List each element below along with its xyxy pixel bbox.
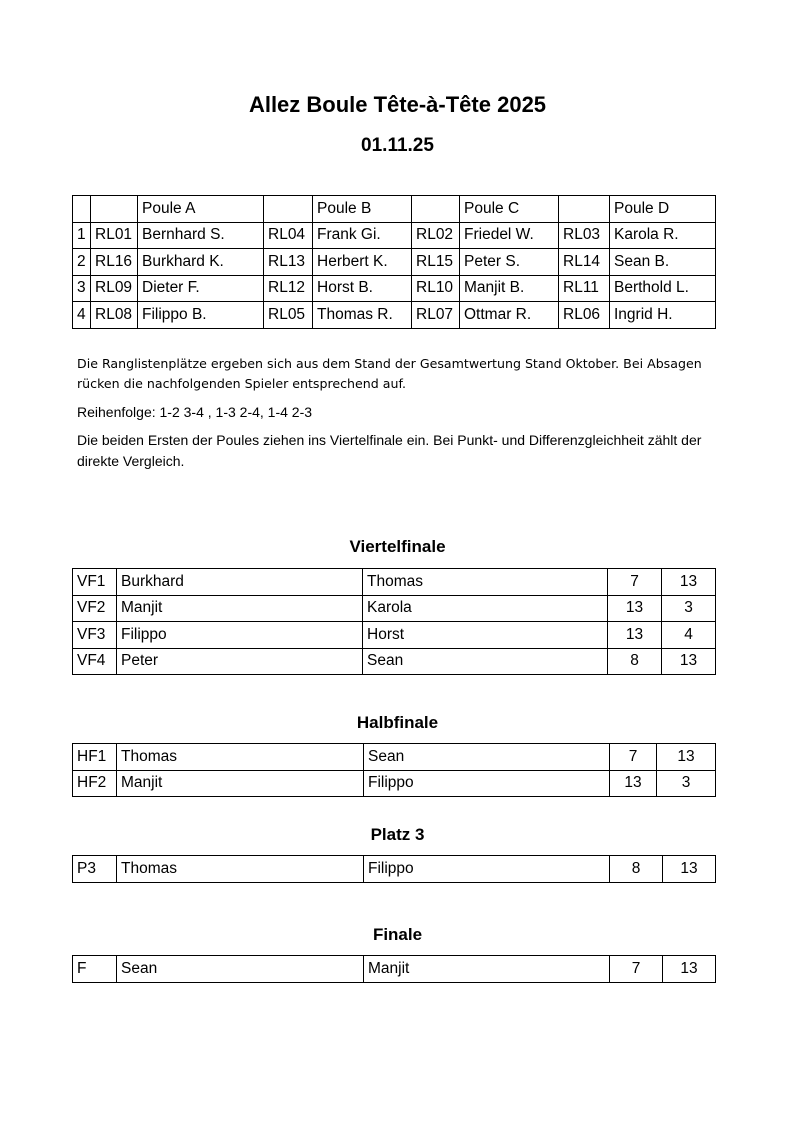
title-text: Allez Boule Tête-à-Tête 2025 [248, 92, 547, 117]
round-table [72, 955, 716, 983]
player-1: Sean [117, 956, 364, 983]
player-name: Thomas R. [313, 302, 412, 329]
empty-cell [91, 196, 138, 223]
player-name: Bernhard S. [138, 222, 264, 249]
position-cell: 2 [73, 249, 91, 276]
score-2: 4 [662, 622, 716, 649]
round-table [72, 855, 716, 883]
match-row [73, 744, 716, 771]
player-2: Filippo [364, 770, 610, 797]
match-row [73, 622, 716, 649]
ranking-code: RL01 [91, 222, 138, 249]
poule-header: Poule A [138, 196, 264, 223]
ranking-code: RL04 [264, 222, 313, 249]
player-2: Manjit [364, 956, 610, 983]
round-heading: Platz 3 [370, 825, 425, 844]
ranking-code: RL13 [264, 249, 313, 276]
player-name: Ottmar R. [460, 302, 559, 329]
player-name: Friedel W. [460, 222, 559, 249]
player-1: Filippo [117, 622, 363, 649]
score-1: 7 [608, 569, 662, 596]
match-id: VF3 [73, 622, 117, 649]
empty-cell [264, 196, 313, 223]
ranking-code: RL05 [264, 302, 313, 329]
player-1: Manjit [117, 595, 363, 622]
note-order: Reihenfolge: 1-2 3-4 , 1-3 2-4, 1-4 2-3 [77, 404, 313, 420]
poule-header: Poule D [610, 196, 716, 223]
document-date: 01.11.25 [361, 135, 434, 156]
player-name: Ingrid H. [610, 302, 716, 329]
match-id: HF1 [73, 744, 117, 771]
poule-table [72, 195, 716, 329]
position-cell: 1 [73, 222, 91, 249]
empty-cell [73, 196, 91, 223]
score-2: 13 [657, 744, 716, 771]
match-id: HF2 [73, 770, 117, 797]
table-row [73, 222, 716, 249]
match-id: P3 [73, 856, 117, 883]
player-name: Horst B. [313, 275, 412, 302]
ranking-code: RL06 [559, 302, 610, 329]
score-2: 13 [662, 569, 716, 596]
match-row [73, 956, 716, 983]
player-name: Burkhard K. [138, 249, 264, 276]
score-2: 3 [662, 595, 716, 622]
player-name: Dieter F. [138, 275, 264, 302]
player-name: Manjit B. [460, 275, 559, 302]
ranking-code: RL09 [91, 275, 138, 302]
match-row [73, 648, 716, 675]
player-2: Filippo [364, 856, 610, 883]
empty-cell [412, 196, 460, 223]
round-heading: Viertelfinale [349, 537, 446, 556]
player-name: Herbert K. [313, 249, 412, 276]
player-name: Sean B. [610, 249, 716, 276]
player-1: Manjit [117, 770, 364, 797]
ranking-code: RL15 [412, 249, 460, 276]
player-name: Frank Gi. [313, 222, 412, 249]
match-row [73, 770, 716, 797]
round-table [72, 568, 716, 675]
match-row [73, 856, 716, 883]
match-id: F [73, 956, 117, 983]
note-qualification: Die beiden Ersten der Poules ziehen ins Viertelfinale ein. Bei Punkt- und Differenzgleichheit zählt der direkte Vergleich. [77, 432, 702, 469]
player-2: Sean [364, 744, 610, 771]
score-1: 13 [608, 622, 662, 649]
ranking-code: RL03 [559, 222, 610, 249]
ranking-code: RL10 [412, 275, 460, 302]
score-1: 8 [608, 648, 662, 675]
match-row [73, 569, 716, 596]
score-1: 13 [608, 595, 662, 622]
match-id: VF2 [73, 595, 117, 622]
round-heading: Halbfinale [356, 713, 439, 732]
score-2: 13 [663, 956, 716, 983]
document-title [0, 92, 795, 118]
round-table [72, 743, 716, 797]
ranking-code: RL02 [412, 222, 460, 249]
score-1: 8 [610, 856, 663, 883]
match-row [73, 595, 716, 622]
match-id: VF4 [73, 648, 117, 675]
table-row [73, 249, 716, 276]
ranking-code: RL16 [91, 249, 138, 276]
ranking-code: RL07 [412, 302, 460, 329]
score-1: 7 [610, 956, 663, 983]
player-2: Thomas [363, 569, 608, 596]
poule-header: Poule C [460, 196, 559, 223]
player-1: Burkhard [117, 569, 363, 596]
empty-cell [559, 196, 610, 223]
player-1: Thomas [117, 744, 364, 771]
match-id: VF1 [73, 569, 117, 596]
ranking-code: RL11 [559, 275, 610, 302]
position-cell: 3 [73, 275, 91, 302]
ranking-code: RL08 [91, 302, 138, 329]
score-1: 7 [610, 744, 657, 771]
score-2: 13 [663, 856, 716, 883]
table-row [73, 302, 716, 329]
ranking-code: RL12 [264, 275, 313, 302]
poule-header: Poule B [313, 196, 412, 223]
score-2: 3 [657, 770, 716, 797]
position-cell: 4 [73, 302, 91, 329]
player-2: Karola [363, 595, 608, 622]
score-2: 13 [662, 648, 716, 675]
player-1: Peter [117, 648, 363, 675]
player-1: Thomas [117, 856, 364, 883]
table-row [73, 275, 716, 302]
player-2: Sean [363, 648, 608, 675]
player-2: Horst [363, 622, 608, 649]
player-name: Filippo B. [138, 302, 264, 329]
player-name: Berthold L. [610, 275, 716, 302]
player-name: Peter S. [460, 249, 559, 276]
poule-header-row [73, 196, 716, 223]
player-name: Karola R. [610, 222, 716, 249]
round-heading: Finale [372, 925, 423, 944]
ranking-code: RL14 [559, 249, 610, 276]
note-ranking: Die Ranglistenplätze ergeben sich aus dem Stand der Gesamtwertung Stand Oktober. Bei Absagen rücken die nachfolgenden Spieler entsprechend auf. [77, 356, 702, 391]
score-1: 13 [610, 770, 657, 797]
